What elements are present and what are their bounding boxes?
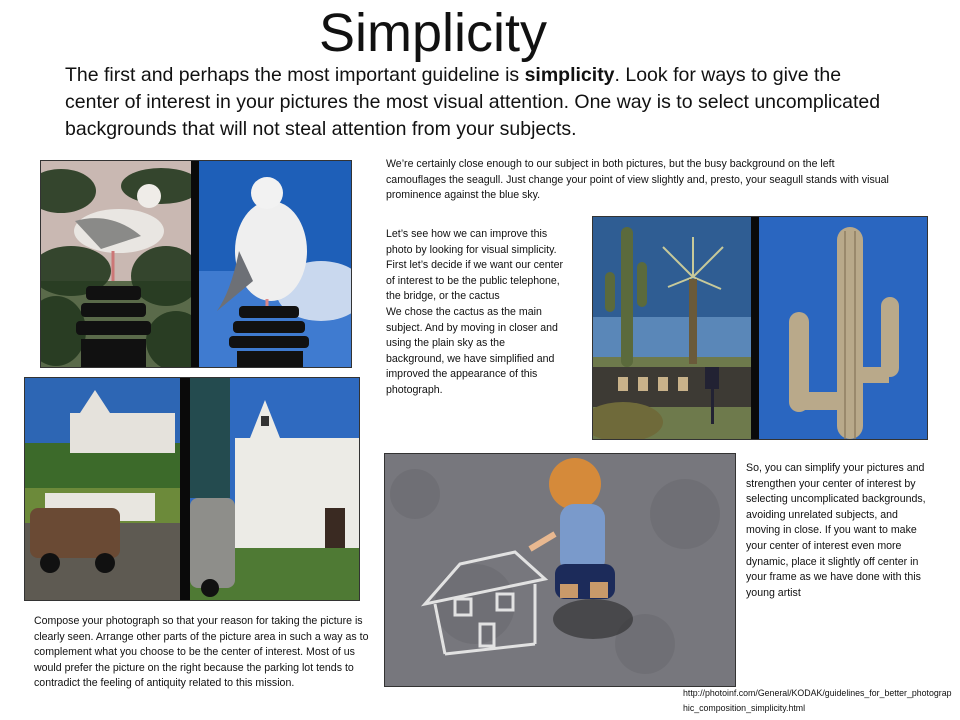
- intro-part-2: . Look for ways to give the center of interest in your pictures the most visual attention. One way is to select uncomplicated backgrounds that will not steal attention from your subjects.: [65, 64, 881, 140]
- seagull-comparison-photo: [40, 160, 352, 368]
- young-artist-photo-art: [385, 454, 735, 686]
- cactus-caption: [386, 227, 566, 399]
- young-artist-photo: [384, 453, 736, 687]
- page-title: Simplicity: [318, 3, 548, 63]
- intro-part-1: The first and perhaps the most important guideline is: [65, 64, 525, 86]
- mission-caption: Compose your photograph so that your reason for taking the picture is clearly seen. Arrange other parts of the picture area in such a way as to complement what you choose to be the center of interest. Most of us would prefer the picture on the right because the parking lot tends to contradict the feeling of antiquity related to this mission.: [34, 615, 369, 690]
- cactus-photo-art: [593, 217, 927, 439]
- mission-comparison-photo: [24, 377, 360, 601]
- cactus-caption-intro: Let’s see how we can improve this photo by looking for visual simplicity. First let’s decide if we want our center of interest to be the public telephone, the bridge, or the cactus: [386, 228, 564, 303]
- artist-caption: So, you can simplify your pictures and strengthen your center of interest by selecting uncomplicated backgrounds, avoiding unrelated subjects, and moving in close. If you want to make your center of interest even more dynamic, place it slightly off center in your frame as we have done with this young artist: [746, 462, 926, 599]
- seagull-caption: We’re certainly close enough to our subject in both pictures, but the busy background on the left camouflages the seagull. Just change your point of view slightly and, presto, your seagull stands with visual prominence against the blue sky.: [386, 158, 889, 202]
- seagull-photo-art: [41, 161, 351, 367]
- mission-photo-art: [25, 378, 359, 600]
- cactus-caption-result: We chose the cactus as the main subject. And by moving in closer and using the plain sky as the background, we have simplified and improved the appearance of this photograph.: [386, 305, 558, 396]
- source-link[interactable]: http://photoinf.com/General/KODAK/guidelines_for_better_photographic_composition_simplicity.html: [683, 688, 952, 713]
- intro-paragraph: [65, 62, 895, 143]
- intro-emphasis: simplicity: [524, 64, 615, 86]
- cactus-comparison-photo: [592, 216, 928, 440]
